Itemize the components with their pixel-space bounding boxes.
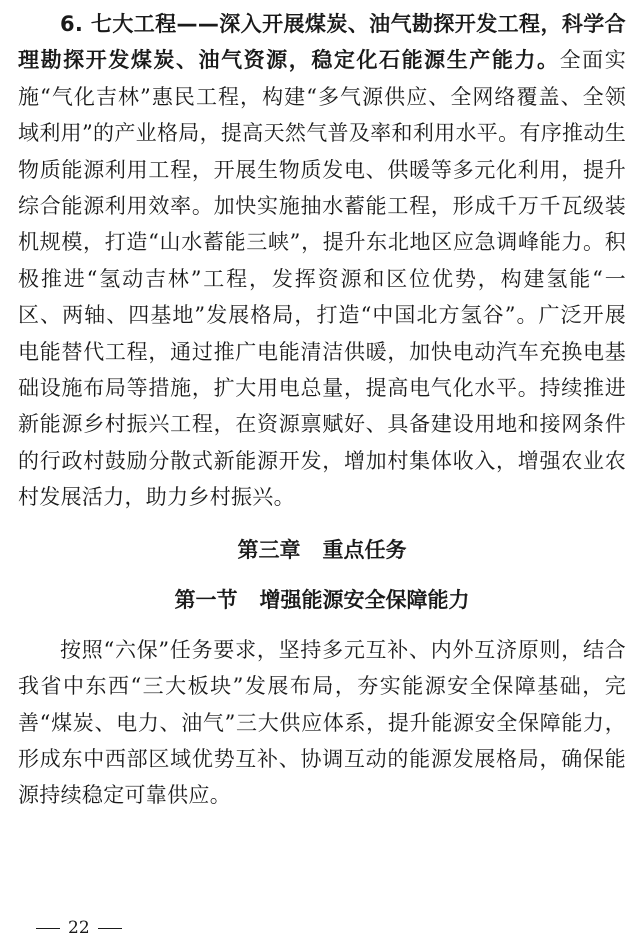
intro-paragraph-lead: 6. 七大工程——深入开展煤炭、油气勘探开发工程，科学合理勘探开发煤炭、油气资源，稳定化石能源生产能力。	[18, 12, 626, 73]
page-number: 22	[68, 918, 90, 938]
footer-dash-left	[36, 928, 60, 929]
chapter-heading	[18, 530, 626, 570]
footer-dash-right	[98, 928, 122, 929]
page-footer	[36, 918, 122, 938]
document-page	[18, 6, 626, 814]
section-number: 第一节	[174, 587, 238, 612]
section-title: 增强能源安全保障能力	[259, 587, 470, 612]
intro-paragraph	[18, 6, 626, 516]
intro-paragraph-body: 全面实施“气化吉林”惠民工程，构建“多气源供应、全网络覆盖、全领域利用”的产业格局，提高天然气普及率和利用水平。有序推动生物质能源利用工程，开展生物质发电、供暖等多元化利用，提升综合能源利用效率。加快实施抽水蓄能工程，形成千万千瓦级装机规模，打造“山水蓄能三峡”，提升东北地区应急调峰能力。积极推进“氢动吉林”工程，发挥资源和区位优势，构建氢能“一区、两轴、四基地”发展格局，打造“中国北方氢谷”。广泛开展电能替代工程，通过推广电能清洁供暖，加快电动汽车充换电基础设施布局等措施，扩大用电总量，提高电气化水平。持续推进新能源乡村振兴工程，在资源禀赋好、具备建设用地和接网条件的行政村鼓励分散式新能源开发，增加村集体收入，增强农业农村发展活力，助力乡村振兴。	[18, 48, 626, 510]
chapter-number: 第三章	[237, 537, 301, 562]
section-heading	[18, 580, 626, 620]
chapter-title: 重点任务	[322, 537, 407, 562]
section-paragraph: 按照“六保”任务要求，坚持多元互补、内外互济原则，结合我省中东西“三大板块”发展布局，夯实能源安全保障基础，完善“煤炭、电力、油气”三大供应体系，提升能源安全保障能力，形成东中西部区域优势互补、协调互动的能源发展格局，确保能源持续稳定可靠供应。	[18, 637, 626, 808]
